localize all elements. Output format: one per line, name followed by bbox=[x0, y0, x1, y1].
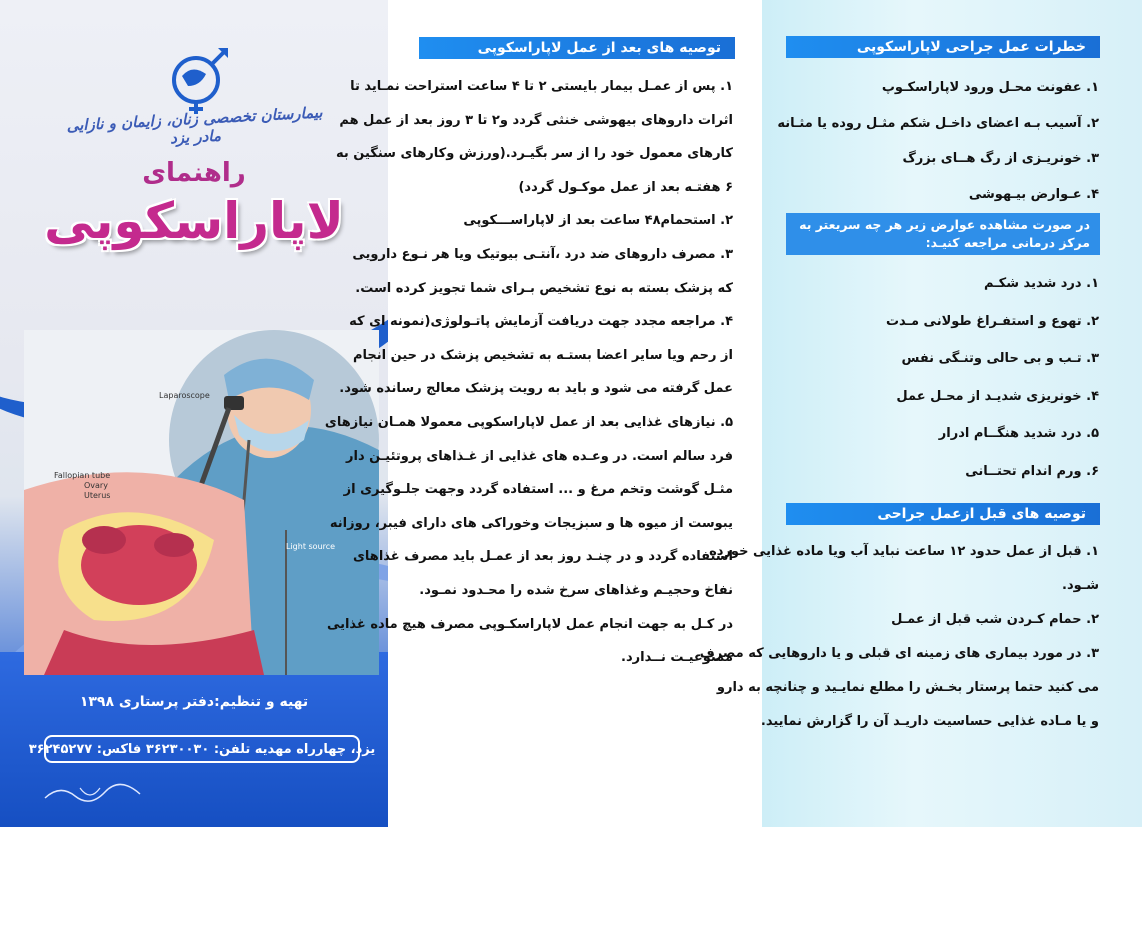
warning-list bbox=[782, 265, 1099, 490]
after-care-line: ۳. مصرف داروهای ضد درد ،آنتـی بیوتیک ویا هر نـوع دارویی bbox=[352, 246, 733, 262]
warning-item: ۶. ورم اندام تحتــانی bbox=[965, 463, 1099, 479]
after-care-line: در کـل به جهت انجام عمل لاپاراسکـوپی مصرف هیچ ماده غذایی bbox=[326, 616, 733, 632]
contact-address: یزد، چهارراه مهدیه تلفن: ۳۶۲۳۰۰۳۰ فاکس: ۳۶۲۴۵۲۷۷ bbox=[44, 735, 360, 763]
pre-op-line: ۱. قبل از عمل حدود ۱۲ ساعت نباید آب ویا ماده غذایی خورده bbox=[709, 544, 1099, 559]
prepared-by: تهیه و تنظیم:دفتر پرستاری ۱۳۹۸ bbox=[79, 694, 309, 710]
label-ovary: Ovary bbox=[84, 481, 108, 490]
after-care-line: کارهای معمول خود را از سر بگیـرد.(ورزش وکارهای سنگین به bbox=[336, 146, 733, 162]
risks-header: خطرات عمل جراحی لاپاراسکوپی bbox=[786, 36, 1100, 58]
after-care-panel bbox=[324, 0, 762, 827]
hospital-logo-icon bbox=[162, 46, 232, 116]
risk-item: ۳. خونریـزی از رگ هــای بزرگ bbox=[902, 151, 1099, 166]
label-laparoscope: Laparoscope bbox=[159, 391, 210, 400]
after-care-line: که پزشک بسته به نوع تشخیص بـرای شما تجویز کرده است. bbox=[355, 280, 733, 296]
pre-op-line: ۳. در مورد بیماری های زمینه ای قبلی و یا داروهایی که مصرف bbox=[699, 646, 1099, 661]
after-care-text bbox=[324, 70, 733, 675]
laparoscopy-illustration bbox=[24, 330, 379, 675]
after-care-line: نفاخ وحجیـم وغذاهای سرخ شده را محـدود نمـود. bbox=[419, 582, 733, 598]
label-light-source: Light source bbox=[286, 542, 336, 551]
warning-item: ۳. تـب و بی حالی وتنـگی نفس bbox=[901, 351, 1099, 366]
after-care-line: ۲. استحمام۴۸ ساعت بعد از لاپاراســـکوپی bbox=[463, 213, 733, 229]
warning-item: ۴. خونریزی شدیـد از محـل عمل bbox=[896, 388, 1099, 404]
risk-item: ۲. آسیب بـه اعضای داخـل شکم مثـل روده یا مثـانه bbox=[777, 115, 1099, 131]
warning-item: ۲. تهوع و استفـراغ طولانی مـدت bbox=[885, 313, 1099, 329]
after-care-line: یبوست از میوه ها و سبزیجات وخوراکی های دارای فیبر، روزانه bbox=[329, 515, 733, 531]
after-care-line: فرد سالم است. در وعـده های غذایی از غـذاهای پروتئیـن دار bbox=[346, 448, 733, 464]
signature-stamp-icon bbox=[40, 780, 150, 806]
after-care-line: ۶ هفتـه بعد از عمل موکـول گردد) bbox=[518, 179, 733, 195]
guide-label: راهنمای bbox=[142, 158, 246, 188]
pre-op-line: و یا مـاده غذایی حساسیت داریـد آن را گزارش نمایید. bbox=[760, 714, 1099, 729]
after-care-line: استفاده گردد و در چنـد روز بعد از عمـل باید مصرف غذاهای bbox=[353, 549, 733, 565]
after-care-line: ۵. نیازهای غذایی بعد از عمل لاپاراسکوپی معمولا همـان نیازهای bbox=[324, 414, 733, 430]
risks-list bbox=[777, 70, 1099, 212]
brochure-title: لاپاراسکوپی bbox=[44, 192, 344, 250]
after-care-line: عمل گرفته می شود و باید به رویت پزشک معالج رسانده شود. bbox=[339, 381, 733, 397]
after-care-header: توصیه های بعد از عمل لاپاراسکوپی bbox=[419, 37, 735, 59]
pre-op-line: می کنید حتما پرستار بخـش را مطلع نمایـید و چنانچه به دارو bbox=[716, 680, 1099, 695]
after-care-line: مثـل گوشت وتخم مرغ و ... استفاده گردد وجهت جلـوگیری از bbox=[343, 482, 733, 498]
pre-op-line: ۲. حمام کـردن شب قبل از عمـل bbox=[891, 612, 1099, 627]
hospital-name: بیمارستان تخصصی زنان، زایمان و نازایی مادر یزد bbox=[66, 103, 323, 148]
risks-panel bbox=[699, 0, 1142, 827]
after-care-line: از رحم ویا سایر اعضا بستـه به تشخیص پزشک در حین انجام bbox=[352, 347, 733, 363]
pre-op-header: توصیه های قبل ازعمل جراحی bbox=[786, 503, 1100, 525]
label-fallopian: Fallopian tube bbox=[54, 471, 111, 480]
warning-item: ۱. درد شدید شکـم bbox=[984, 276, 1099, 291]
pre-op-text bbox=[699, 535, 1099, 739]
after-care-line: ۴. مراجعه مجدد جهت دریافت آزمایش پاتـولوژی(نمونه ای که bbox=[349, 314, 733, 330]
warning-item: ۵. درد شدید هنگــام ادرار bbox=[938, 426, 1099, 441]
after-care-line: ۱. پس از عمـل بیمار بایستی ۲ تا ۴ ساعت استراحت نمـاید تا bbox=[350, 79, 733, 94]
risk-item: ۱. عفونت محـل ورود لاپاراسکـوپ bbox=[881, 80, 1099, 95]
after-care-line: ممنوعیـت نــدارد. bbox=[621, 650, 733, 666]
after-care-line: اثرات داروهای بیهوشی خنثی گردد و۲ تا ۳ روز بعد از عمل هم bbox=[339, 112, 733, 128]
warning-notice: در صورت مشاهده عوارض زیر هر چه سریعتر به مرکز درمانی مراجعه کنیـد: bbox=[786, 213, 1100, 255]
label-uterus: Uterus bbox=[84, 491, 111, 500]
risk-item: ۴. عـوارض بیـهوشی bbox=[968, 186, 1099, 202]
pre-op-line: شـود. bbox=[1062, 578, 1099, 593]
